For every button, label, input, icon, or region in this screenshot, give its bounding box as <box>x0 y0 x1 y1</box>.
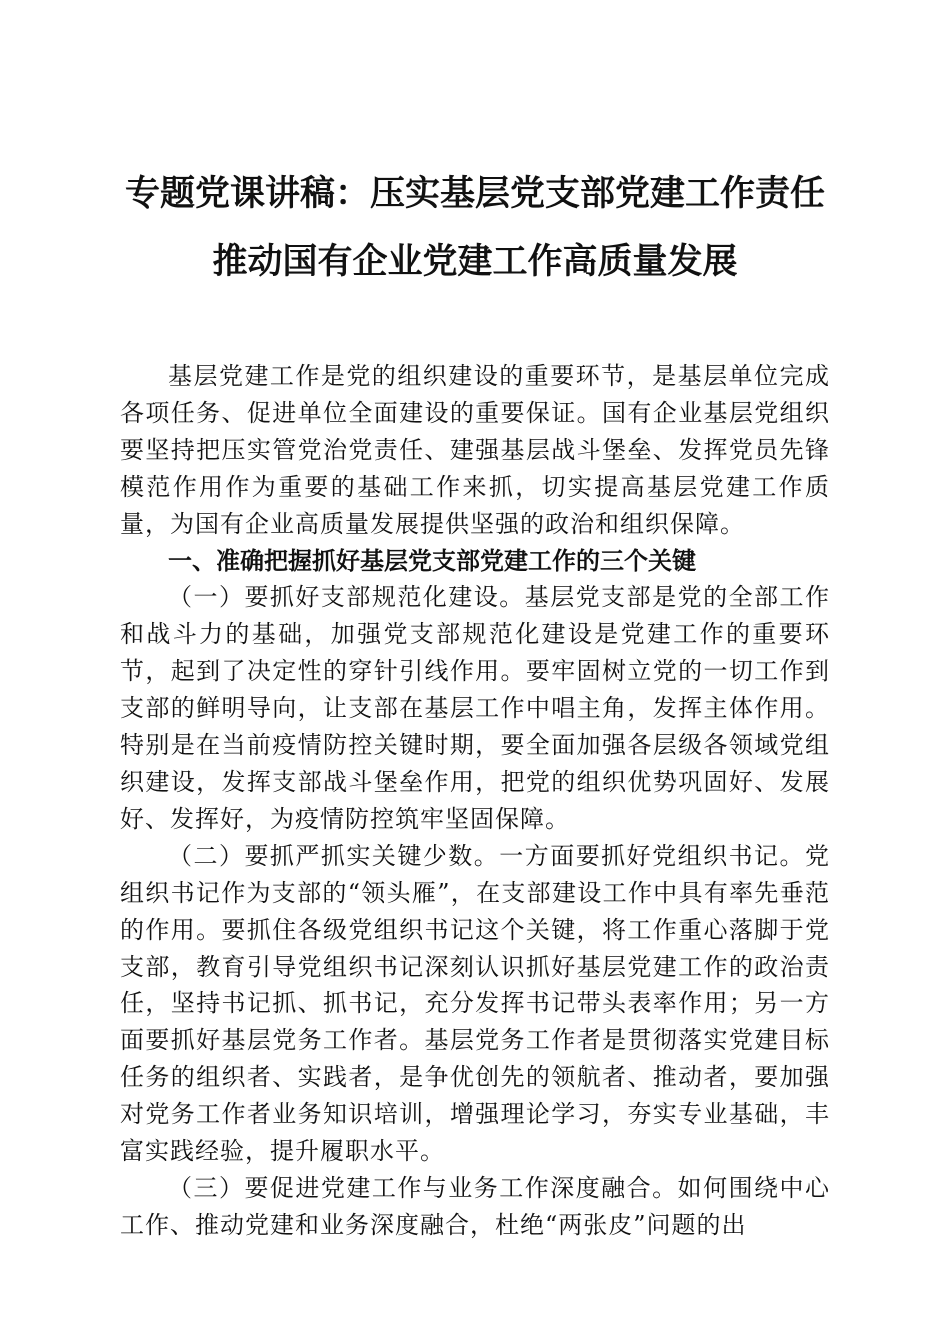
paragraph-1-body: 基层党支部是党的全部工作和战斗力的基础，加强党支部规范化建设是党建工作的重要环节，起到了决定性的穿针引线作用。要牢固树立党的一切工作到支部的鲜明导向，让支部在基层工作中唱主角，发挥主体作用。特别是在当前疫情防控关键时期，要全面加强各层级各领域党组织建设，发挥支部战斗堡垒作用，把党的组织优势巩固好、发展好、发挥好，为疫情防控筑牢坚固保障。 <box>120 583 831 833</box>
document-title-line-2: 推动国有企业党建工作高质量发展 <box>212 241 738 282</box>
paragraph-2 <box>120 838 830 1170</box>
paragraph-3-lead: （三）要促进党建工作与业务工作深度融合。 <box>168 1173 678 1202</box>
paragraph-3 <box>120 1170 830 1244</box>
paragraph-2-body: 一方面要抓好党组织书记。党组织书记作为支部的“领头雁”，在支部建设工作中具有率先垂范的作用。要抓住各级党组织书记这个关键，将工作重心落脚于党支部，教育引导党组织书记深刻认识抓好基层党建工作的政治责任，坚持书记抓、抓书记，充分发挥书记带头表率作用；另一方面要抓好基层党务工作者。基层党务工作者是贯彻落实党建目标任务的组织者、实践者，是争优创先的领航者、推动者，要加强对党务工作者业务知识培训，增强理论学习，夯实专业基础，丰富实践经验，提升履职水平。 <box>120 841 831 1166</box>
paragraph-2-lead: （二）要抓严抓实关键少数。 <box>168 841 500 870</box>
document-body <box>120 358 830 1244</box>
paragraph-1-lead: （一）要抓好支部规范化建设。 <box>168 583 525 612</box>
document-title-line-1: 专题党课讲稿：压实基层党支部党建工作责任 <box>124 173 825 214</box>
intro-paragraph: 基层党建工作是党的组织建设的重要环节，是基层单位完成各项任务、促进单位全面建设的重要保证。国有企业基层党组织要坚持把压实管党治党责任、建强基层战斗堡垒、发挥党员先锋模范作用作为重要的基础工作来抓，切实提高基层党建工作质量，为国有企业高质量发展提供坚强的政治和组织保障。 <box>120 362 830 538</box>
paragraph-1 <box>120 579 830 837</box>
section-heading-1: 一、准确把握抓好基层党支部党建工作的三个关键 <box>168 546 696 575</box>
paragraph-3-body: 如何围绕中心工作、推动党建和业务深度融合，杜绝“两张皮”问题的出 <box>120 1173 831 1239</box>
